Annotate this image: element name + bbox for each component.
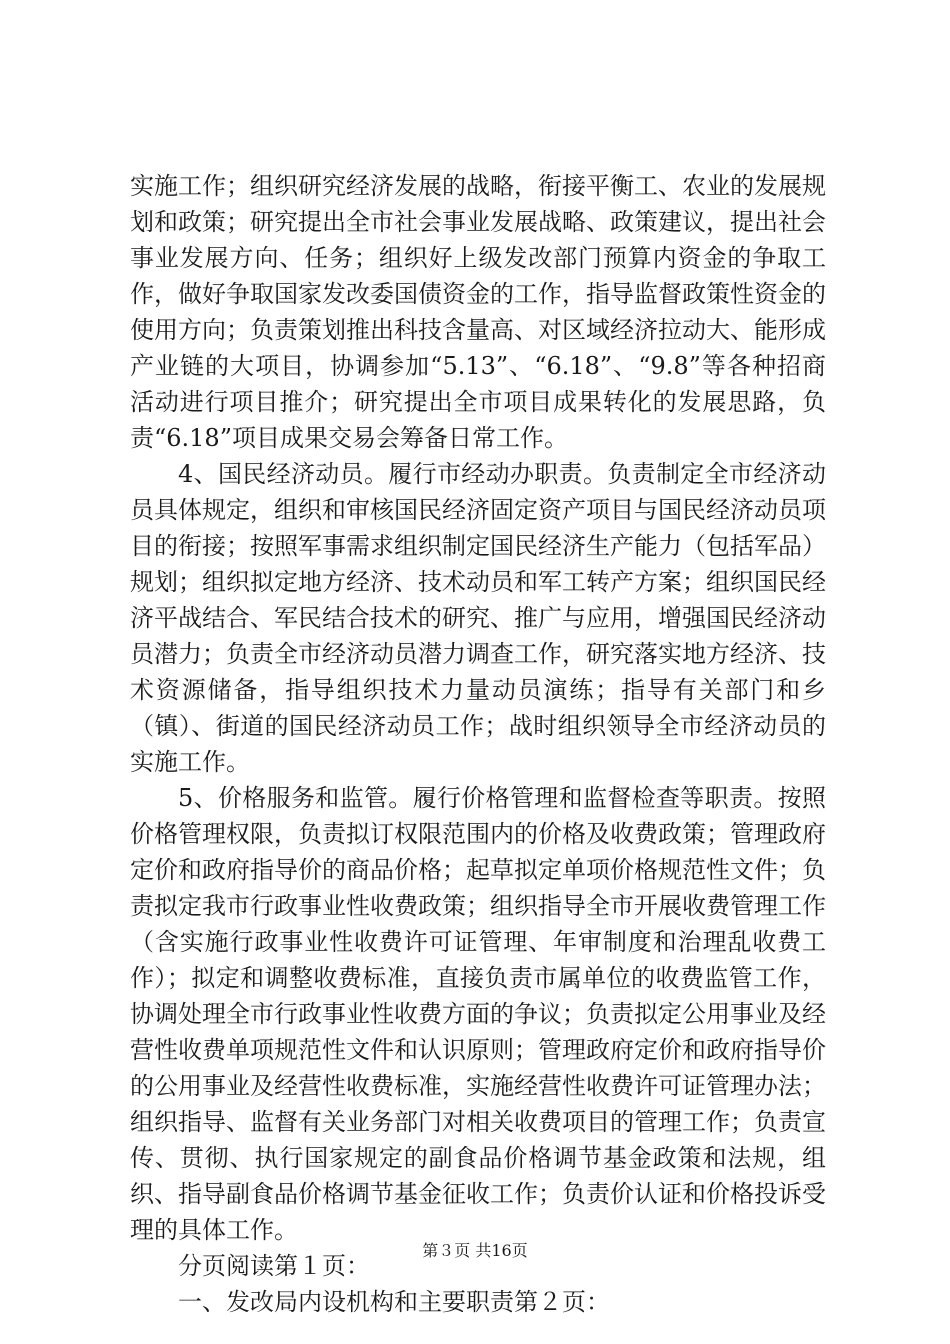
- paragraph-section-4: 4、国民经济动员。履行市经动办职责。负责制定全市经济动员具体规定，组织和审核国民经济固定资产项目与国民经济动员项目的衔接；按照军事需求组织制定国民经济生产能力（包括军品）规划；组织拟定地方经济、技术动员和军工转产方案；组织国民经济平战结合、军民结合技术的研究、推广与应用，增强国民经济动员潜力；负责全市经济动员潜力调查工作，研究落实地方经济、技术资源储备，指导组织技术力量动员演练；指导有关部门和乡（镇）、街道的国民经济动员工作；战时组织领导全市经济动员的实施工作。: [130, 460, 826, 776]
- page-read-link-1[interactable]: 分页阅读第１页：: [178, 1252, 370, 1280]
- paragraph-section-5: 5、价格服务和监管。履行价格管理和监督检查等职责。按照价格管理权限，负责拟订权限范围内的价格及收费政策；管理政府定价和政府指导价的商品价格；起草拟定单项价格规范性文件；负责拟定我市行政事业性收费政策；组织指导全市开展收费管理工作（含实施行政事业性收费许可证管理、年审制度和治理乱收费工作）；拟定和调整收费标准，直接负责市属单位的收费监管工作，协调处理全市行政事业性收费方面的争议；负责拟定公用事业及经营性收费单项规范性文件和认识原则；管理政府定价和政府指导价的公用事业及经营性收费标准，实施经营性收费许可证管理办法；组织指导、监督有关业务部门对相关收费项目的管理工作；负责宣传、贯彻、执行国家规定的副食品价格调节基金政策和法规，组织、指导副食品价格调节基金征收工作；负责价认证和价格投诉受理的具体工作。: [130, 784, 826, 1244]
- page-read-link-2[interactable]: 一、发改局内设机构和主要职责第２页：: [178, 1288, 610, 1316]
- page-footer: 第３页 共16页: [422, 1241, 528, 1260]
- paragraph-continued: 实施工作；组织研究经济发展的战略，衔接平衡工、农业的发展规划和政策；研究提出全市社会事业发展战略、政策建议，提出社会事业发展方向、任务；组织好上级发改部门预算内资金的争取工作，做好争取国家发改委国债资金的工作，指导监督政策性资金的使用方向；负责策划推出科技含量高、对区域经济拉动大、能形成产业链的大项目，协调参加“5.13”、“6.18”、“9.8”等各种招商活动进行项目推介；研究提出全市项目成果转化的发展思路，负责“6.18”项目成果交易会筹备日常工作。: [130, 172, 826, 452]
- document-body: [130, 168, 826, 1320]
